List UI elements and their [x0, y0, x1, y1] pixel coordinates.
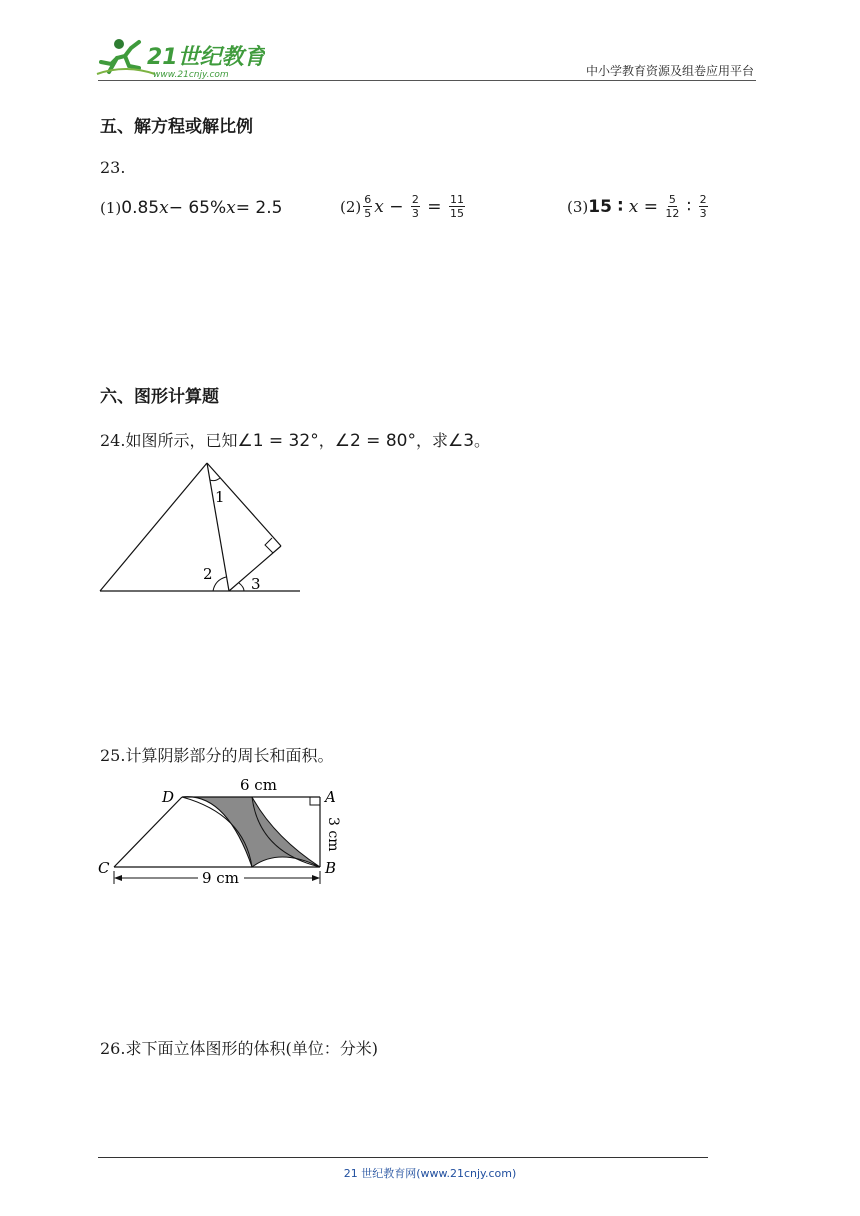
q23-part1 [100, 198, 282, 218]
q25-figure [94, 772, 354, 894]
fig24-label-1: 1 [215, 488, 225, 506]
site-logo [95, 34, 265, 82]
q24-cond2: ∠2 = 80° [334, 431, 416, 451]
q23-p2-frac2: $\frac{2}{3}$ [411, 193, 419, 220]
q23-p3-colon: ∶ [681, 196, 697, 217]
q26-prompt: 26.求下面立体图形的体积(单位：分米) [100, 1039, 378, 1058]
q23-p1-label: (1) [100, 199, 122, 217]
q23-p2-x: x [374, 196, 384, 217]
fig25-pt-B: B [325, 859, 337, 877]
q23-p2-eq: = [421, 196, 447, 217]
footer-divider [98, 1157, 708, 1158]
q23-part2 [340, 193, 467, 220]
logo-text: 21世纪教育 [147, 45, 265, 70]
fig24-label-2: 2 [203, 565, 213, 583]
q23-p1-mid: − 65% [168, 198, 227, 218]
q23-p1-rhs: = 2.5 [235, 198, 283, 218]
fig25-pt-A: A [325, 788, 336, 806]
q24-ask: ，求 [415, 431, 448, 450]
q24-end: 。 [474, 431, 491, 450]
q23-p3-label: (3) [567, 197, 589, 216]
q23-p2-frac3: $\frac{11}{15}$ [449, 193, 464, 220]
logo-url: www.21cnjy.com [153, 70, 229, 80]
q24-figure [96, 458, 306, 598]
q23-p3-eq: = [638, 196, 664, 217]
q23-p3-lhs: 15 ∶ [588, 196, 629, 217]
q24-prompt [100, 428, 490, 451]
q23-part3 [567, 193, 710, 220]
header-platform-text: 中小学教育资源及组卷应用平台 [585, 64, 754, 78]
q24-prefix: 24.如图所示，已知 [100, 431, 238, 450]
header-divider [98, 80, 756, 81]
q23-p3-x: x [628, 196, 639, 217]
section-5-title: 五、解方程或解比例 [100, 117, 253, 137]
q23-p1-x1: x [159, 198, 169, 218]
fig25-label-right: 3 cm [325, 817, 341, 852]
q23-p1-x2: x [226, 198, 236, 218]
q23-p3-frac1: $\frac{5}{12}$ [665, 193, 680, 220]
fig25-pt-D: D [162, 788, 175, 806]
q23-p2-label: (2) [340, 197, 362, 216]
q23-p1-coef: 0.85 [121, 198, 160, 218]
q24-sep: ， [318, 431, 335, 450]
fig25-pt-C: C [98, 859, 110, 877]
q24-cond1: ∠1 = 32° [237, 431, 319, 451]
q23-number: 23. [100, 158, 126, 177]
footer-link[interactable]: 21 世纪教育网(www.21cnjy.com) [343, 1167, 517, 1180]
q23-p3-frac2: $\frac{2}{3}$ [699, 193, 707, 220]
q25-prompt: 25.计算阴影部分的周长和面积。 [100, 746, 334, 765]
fig24-label-3: 3 [251, 575, 261, 593]
section-6-title: 六、图形计算题 [100, 387, 219, 407]
fig25-label-top: 6 cm [240, 776, 277, 794]
q24-target: ∠3 [447, 431, 475, 451]
q23-p2-minus: − [383, 196, 409, 217]
q23-p2-frac1: $\frac{6}{5}$ [364, 193, 372, 220]
fig25-label-bottom: 9 cm [202, 869, 239, 887]
